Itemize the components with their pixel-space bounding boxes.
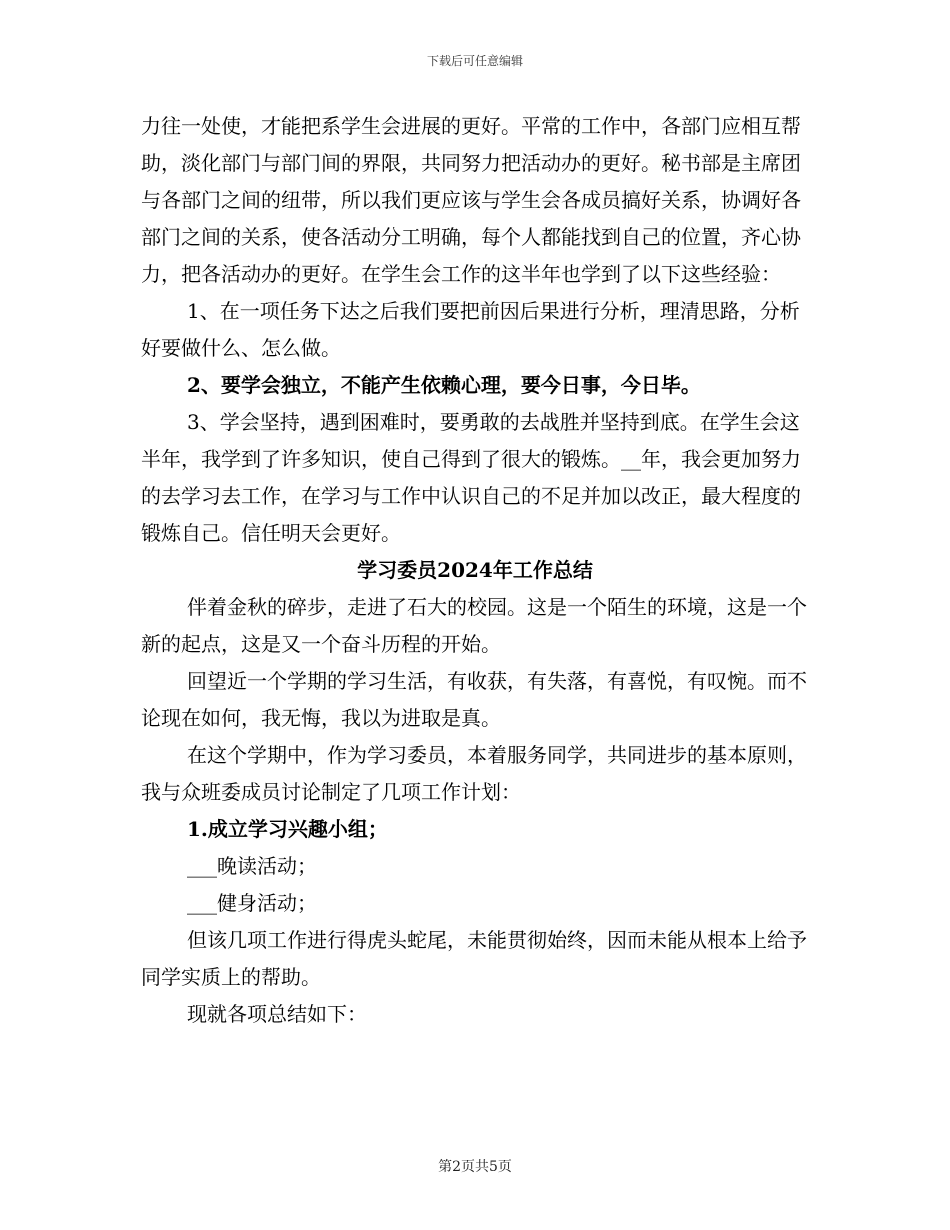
paragraph-intro: 伴着金秋的碎步，走进了石大的校园。这是一个陌生的环境，这是一个新的起点，这是又一个奋斗历程的开始。 xyxy=(141,595,807,656)
paragraph-continuation: 力往一处使，才能把系学生会进展的更好。平常的工作中，各部门应相互帮助，淡化部门与部门间的界限，共同努力把活动办的更好。秘书部是主席团与各部门之间的纽带，所以我们更应该与学生会各成员搞好关系，协调好各部门之间的关系，使各活动分工明确，每个人都能找到自己的位置，齐心协力，把各活动办的更好。在学生会工作的这半年也学到了以下这些经验： xyxy=(141,114,801,286)
paragraph-summary-lead: 现就各项总结如下： xyxy=(187,1002,367,1026)
paragraph-plan: 在这个学期中，作为学习委员，本着服务同学，共同进步的基本原则，我与众班委成员讨论制定了几项工作计划： xyxy=(141,743,807,804)
section-title: 学习委员2024年工作总结 xyxy=(357,558,593,582)
paragraph-review: 回望近一个学期的学习生活，有收获，有失落，有喜悦，有叹惋。而不论现在如何，我无悔，我以为进取是真。 xyxy=(141,669,807,730)
page-header: 下载后可任意编辑 xyxy=(426,54,523,68)
plan-subitem-fitness: ___健身活动； xyxy=(187,891,317,915)
list-item-3: 3、学会坚持，遇到困难时，要勇敢的去战胜并坚持到底。在学生会这半年，我学到了许多知识，使自己得到了很大的锻炼。__年，我会更加努力的去学习去工作，在学习与工作中认识自己的不足并加以改正，最大程度的锻炼自己。信任明天会更好。 xyxy=(141,410,801,545)
plan-item-1: 1.成立学习兴趣小组； xyxy=(187,817,388,841)
plan-subitem-reading: ___晚读活动； xyxy=(187,854,317,878)
list-item-2: 2、要学会独立，不能产生依赖心理，要今日事，今日毕。 xyxy=(187,373,701,397)
page-footer: 第2页共5页 xyxy=(438,1159,512,1175)
list-item-1: 1、在一项任务下达之后我们要把前因后果进行分析，理清思路，分析好要做什么、怎么做。 xyxy=(141,299,800,360)
paragraph-reflection: 但该几项工作进行得虎头蛇尾，未能贯彻始终，因而未能从根本上给予同学实质上的帮助。 xyxy=(141,928,807,989)
document-body xyxy=(141,108,809,1033)
